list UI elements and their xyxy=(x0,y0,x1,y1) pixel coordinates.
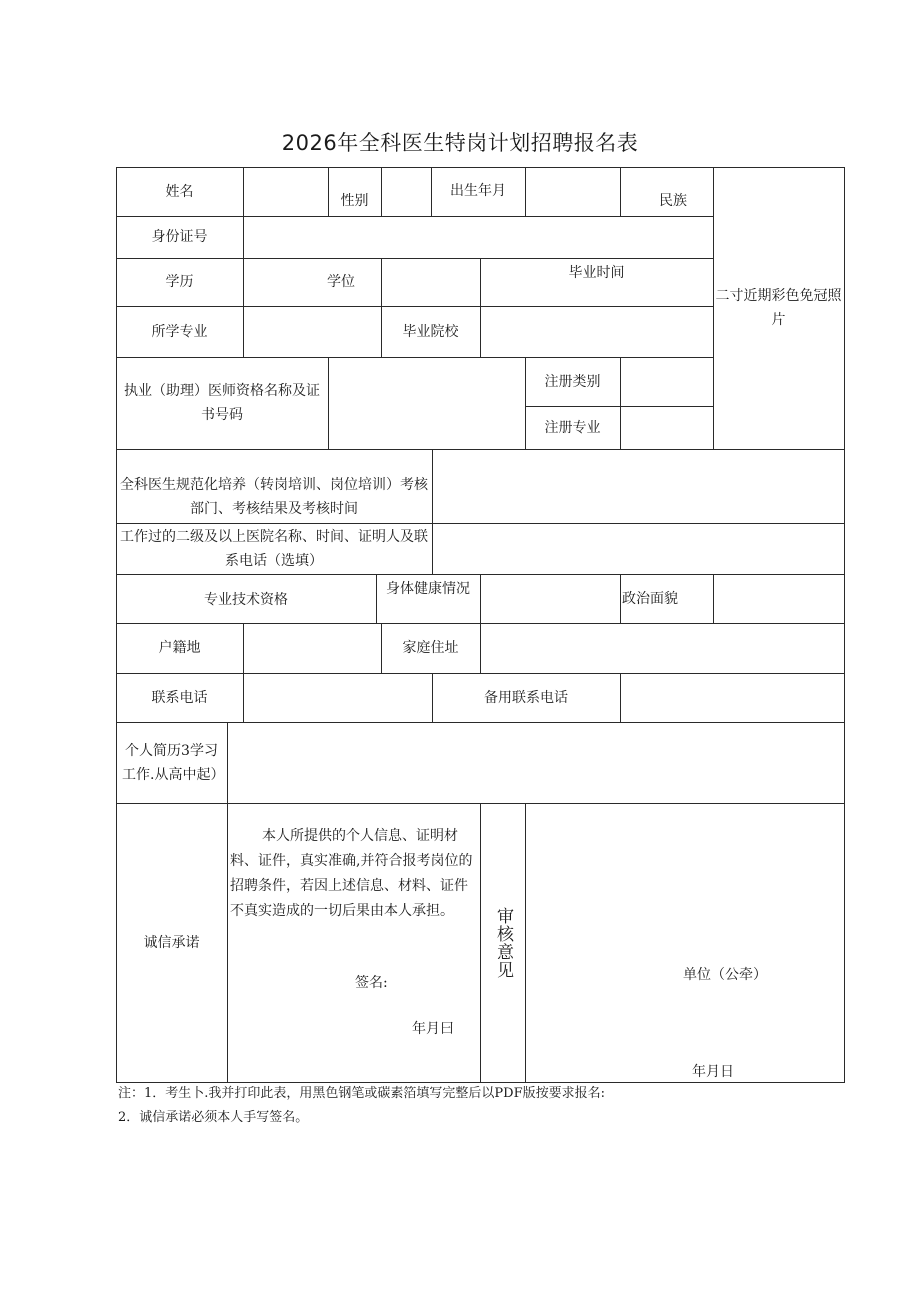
note-line-1: 注：1．考生卜.我并打印此表，用黑色钢笔或碳素箔填写完整后以PDF版按要求报名: xyxy=(118,1086,605,1101)
label-id-number: 身份证号 xyxy=(151,229,208,245)
note-line-2: 2．诚信承诺必须本人手写签名。 xyxy=(118,1110,309,1125)
label-household: 户籍地 xyxy=(158,640,201,656)
hospitals-field[interactable] xyxy=(433,524,844,574)
label-grad-time: 毕业时间 xyxy=(568,265,625,281)
degree-field[interactable] xyxy=(382,259,480,306)
sign-label: 签名: xyxy=(355,975,388,991)
label-birth: 出生年月 xyxy=(450,183,506,199)
unit-seal-label: 单位（公牵） xyxy=(683,967,767,983)
health-field[interactable] xyxy=(481,575,620,623)
sign-date: 年月曰 xyxy=(412,1021,454,1037)
label-politics: 政治面貌 xyxy=(622,590,678,607)
pledge-text: 本人所提供的个人信息、证明材料、证件，真实准确,并符合报考岗位的招聘条件，若因上述信息、材料、证件不真实造成的一切后果由本人承担。 xyxy=(230,828,473,919)
label-tech-title: 专业技术资格 xyxy=(204,591,288,608)
label-phone: 联系电话 xyxy=(151,689,208,706)
major-field[interactable] xyxy=(244,307,381,357)
form-title: 2026年全科医生特岗计划招聘报名表 xyxy=(281,131,639,155)
resume-field[interactable] xyxy=(228,723,844,803)
label-integrity: 诚信承诺 xyxy=(143,934,200,951)
label-reg-category: 注册类别 xyxy=(544,373,601,390)
name-field[interactable] xyxy=(244,168,328,216)
reg-category-field[interactable] xyxy=(621,358,713,406)
label-address: 家庭住址 xyxy=(402,640,459,656)
id-number-field[interactable] xyxy=(244,217,713,258)
politics-field[interactable] xyxy=(714,575,844,623)
phone-field[interactable] xyxy=(244,674,432,722)
review-opinion-field[interactable] xyxy=(526,804,844,1082)
label-review xyxy=(481,803,525,1082)
household-field[interactable] xyxy=(244,624,381,673)
label-backup-phone: 备用联系电话 xyxy=(484,689,568,706)
label-license: 执业（助理）医师资格名称及证书号码 xyxy=(124,383,320,423)
label-ethnicity: 民族 xyxy=(659,193,687,209)
label-gender: 性别 xyxy=(340,193,369,209)
label-name: 姓名 xyxy=(165,183,194,200)
reg-major-field[interactable] xyxy=(621,407,713,449)
photo-box[interactable]: 二寸近期彩色免冠照片 xyxy=(715,288,842,328)
label-major: 所学专业 xyxy=(151,323,208,340)
address-field[interactable] xyxy=(481,624,844,673)
school-field[interactable] xyxy=(481,307,713,357)
label-training: 全科医生规范化培养（转岗培训、岗位培训）考核部门、考核结果及考核时间 xyxy=(120,476,428,517)
backup-phone-field[interactable] xyxy=(621,674,844,722)
label-school: 毕业院校 xyxy=(402,323,459,340)
gender-field[interactable] xyxy=(382,168,431,216)
review-date: 年月日 xyxy=(692,1064,734,1080)
signature-field[interactable] xyxy=(395,970,475,998)
license-field[interactable] xyxy=(329,358,525,449)
label-resume: 个人简历3学习工作.从高中起） xyxy=(122,742,225,783)
label-reg-major: 注册专业 xyxy=(544,419,601,436)
label-hospitals: 工作过的二级及以上医院名称、时间、证明人及联系电话（选填） xyxy=(120,528,428,569)
label-degree: 学位 xyxy=(327,274,355,290)
training-field[interactable] xyxy=(433,450,844,523)
label-education: 学历 xyxy=(165,274,194,290)
label-health: 身体健康情况 xyxy=(386,581,470,597)
review-vertical-text: 审核意见 xyxy=(493,906,513,979)
birth-field[interactable] xyxy=(526,168,620,216)
